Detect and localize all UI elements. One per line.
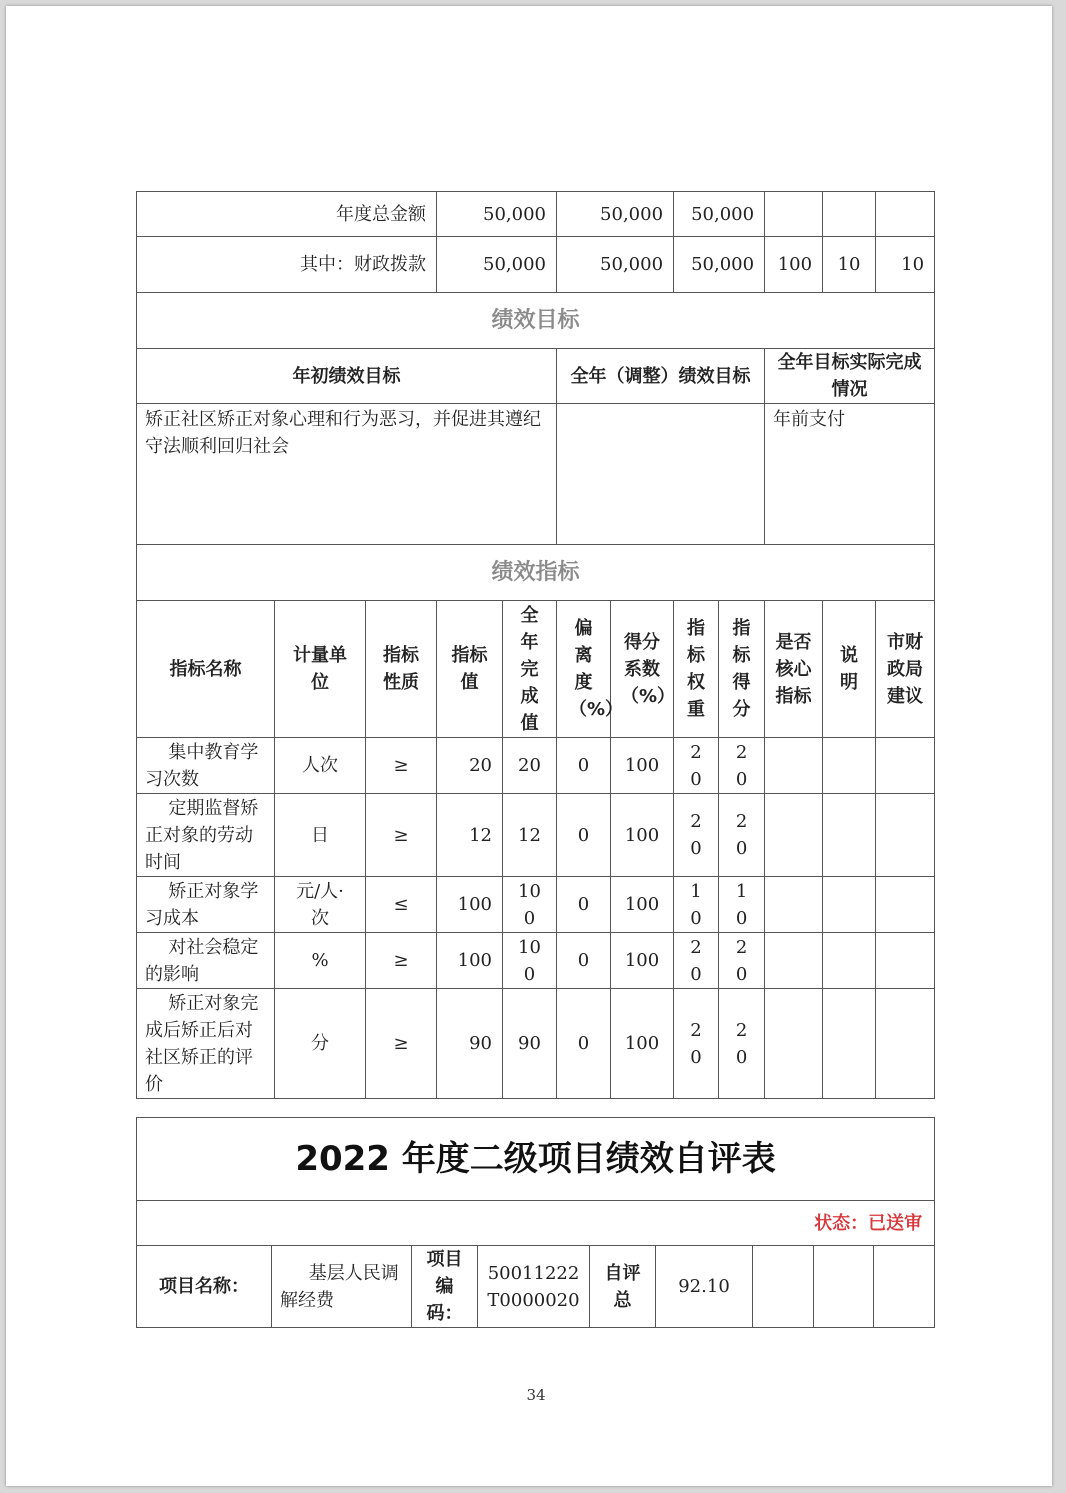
indicators-header-row: [137, 601, 935, 738]
indicator-coefficient: 100: [611, 794, 674, 877]
self-score-label: 自评总: [590, 1246, 656, 1328]
fund-rate: 100: [765, 237, 823, 293]
header-cell: 指标值: [437, 601, 503, 738]
fund-actual: 50,000: [674, 192, 765, 237]
indicator-nature: ≥: [366, 933, 437, 989]
indicator-score: 20: [719, 989, 765, 1099]
indicator-core: [765, 877, 823, 933]
indicator-row: [137, 738, 935, 794]
indicators-section-title: 绩效指标: [137, 545, 935, 601]
fund-score: 10: [876, 237, 935, 293]
indicator-target: 100: [437, 933, 503, 989]
header-cell: 全年完成值: [503, 601, 557, 738]
header-cell: 偏离度（%）: [557, 601, 611, 738]
indicator-weight: 20: [674, 989, 719, 1099]
indicator-note: [823, 738, 876, 794]
empty-cell: [874, 1246, 935, 1328]
indicator-row: [137, 933, 935, 989]
goals-col-adjusted: 全年（调整）绩效目标: [557, 349, 765, 404]
indicator-nature: ≥: [366, 794, 437, 877]
indicator-deviation: 0: [557, 877, 611, 933]
indicator-done: 90: [503, 989, 557, 1099]
indicator-name: 定期监督矫正对象的劳动时间: [137, 794, 275, 877]
indicator-deviation: 0: [557, 794, 611, 877]
fund-actual: 50,000: [674, 237, 765, 293]
indicator-row: [137, 877, 935, 933]
header-cell: 指标权重: [674, 601, 719, 738]
indicator-unit: %: [275, 933, 366, 989]
indicator-score: 10: [719, 877, 765, 933]
indicator-target: 12: [437, 794, 503, 877]
indicator-done: 12: [503, 794, 557, 877]
indicator-name: 矫正对象学习成本: [137, 877, 275, 933]
header-cell: 计量单位: [275, 601, 366, 738]
indicator-weight: 20: [674, 933, 719, 989]
indicator-advice: [876, 989, 935, 1099]
fund-weight: [823, 192, 876, 237]
indicator-nature: ≥: [366, 738, 437, 794]
indicator-weight: 20: [674, 738, 719, 794]
indicator-done: 100: [503, 877, 557, 933]
indicator-advice: [876, 877, 935, 933]
indicator-done: 100: [503, 933, 557, 989]
indicator-done: 20: [503, 738, 557, 794]
indicator-advice: [876, 933, 935, 989]
self-score-value: 92.10: [656, 1246, 753, 1328]
fund-budget: 50,000: [437, 237, 557, 293]
indicator-core: [765, 933, 823, 989]
indicator-nature: ≤: [366, 877, 437, 933]
header-cell: 说明: [823, 601, 876, 738]
indicator-score: 20: [719, 933, 765, 989]
indicator-deviation: 0: [557, 738, 611, 794]
indicator-unit: 分: [275, 989, 366, 1099]
indicator-deviation: 0: [557, 933, 611, 989]
project-code-value: 50011222T0000020: [478, 1246, 590, 1328]
indicator-note: [823, 989, 876, 1099]
empty-cell: [814, 1246, 874, 1328]
fund-weight: 10: [823, 237, 876, 293]
fund-budget: 50,000: [437, 192, 557, 237]
indicator-name: 集中教育学习次数: [137, 738, 275, 794]
goals-col-actual: 全年目标实际完成情况: [765, 349, 935, 404]
fund-row-total: [137, 192, 935, 237]
indicator-advice: [876, 738, 935, 794]
header-cell: 指标性质: [366, 601, 437, 738]
indicator-unit: 元/人·次: [275, 877, 366, 933]
indicator-note: [823, 933, 876, 989]
goals-adjusted-text: [557, 404, 765, 545]
header-cell: 得分系数（%）: [611, 601, 674, 738]
indicator-unit: 日: [275, 794, 366, 877]
indicator-advice: [876, 794, 935, 877]
header-cell: 指标得分: [719, 601, 765, 738]
header-cell: 是否核心指标: [765, 601, 823, 738]
goals-initial-text: 矫正社区矫正对象心理和行为恶习，并促进其遵纪守法顺利回归社会: [137, 404, 557, 545]
indicator-score: 20: [719, 794, 765, 877]
indicator-weight: 10: [674, 877, 719, 933]
fund-label: 其中：财政拨款: [137, 237, 437, 293]
header-cell: 市财政局建议: [876, 601, 935, 738]
indicator-coefficient: 100: [611, 738, 674, 794]
fund-score: [876, 192, 935, 237]
indicator-nature: ≥: [366, 989, 437, 1099]
indicator-coefficient: 100: [611, 933, 674, 989]
indicator-target: 90: [437, 989, 503, 1099]
indicator-name: 矫正对象完成后矫正后对社区矫正的评价: [137, 989, 275, 1099]
self-eval-table: [136, 1117, 935, 1328]
header-cell: 指标名称: [137, 601, 275, 738]
project-name-label: 项目名称：: [137, 1246, 272, 1328]
fund-rate: [765, 192, 823, 237]
goals-actual-text: 年前支付: [765, 404, 935, 545]
fund-row-fiscal: [137, 237, 935, 293]
indicator-weight: 20: [674, 794, 719, 877]
indicator-target: 20: [437, 738, 503, 794]
indicator-deviation: 0: [557, 989, 611, 1099]
indicator-core: [765, 794, 823, 877]
indicator-coefficient: 100: [611, 989, 674, 1099]
indicator-unit: 人次: [275, 738, 366, 794]
performance-table: [136, 191, 935, 1099]
fund-label: 年度总金额: [137, 192, 437, 237]
fund-adjusted: 50,000: [557, 192, 674, 237]
goals-section-title: 绩效目标: [137, 293, 935, 349]
project-name-value: 基层人民调解经费: [272, 1246, 412, 1328]
indicator-coefficient: 100: [611, 877, 674, 933]
document-page: [6, 6, 1052, 1486]
indicator-name: 对社会稳定的影响: [137, 933, 275, 989]
project-code-label: 项目编码：: [412, 1246, 478, 1328]
indicator-score: 20: [719, 738, 765, 794]
form-title: 2022 年度二级项目绩效自评表: [137, 1118, 935, 1201]
indicator-row: [137, 989, 935, 1099]
indicator-row: [137, 794, 935, 877]
empty-cell: [753, 1246, 814, 1328]
indicator-note: [823, 794, 876, 877]
indicator-target: 100: [437, 877, 503, 933]
goals-col-initial: 年初绩效目标: [137, 349, 557, 404]
indicator-core: [765, 738, 823, 794]
indicator-note: [823, 877, 876, 933]
page-number: 34: [526, 1386, 546, 1404]
indicator-core: [765, 989, 823, 1099]
fund-adjusted: 50,000: [557, 237, 674, 293]
status-badge: 状态：已送审: [137, 1201, 935, 1246]
